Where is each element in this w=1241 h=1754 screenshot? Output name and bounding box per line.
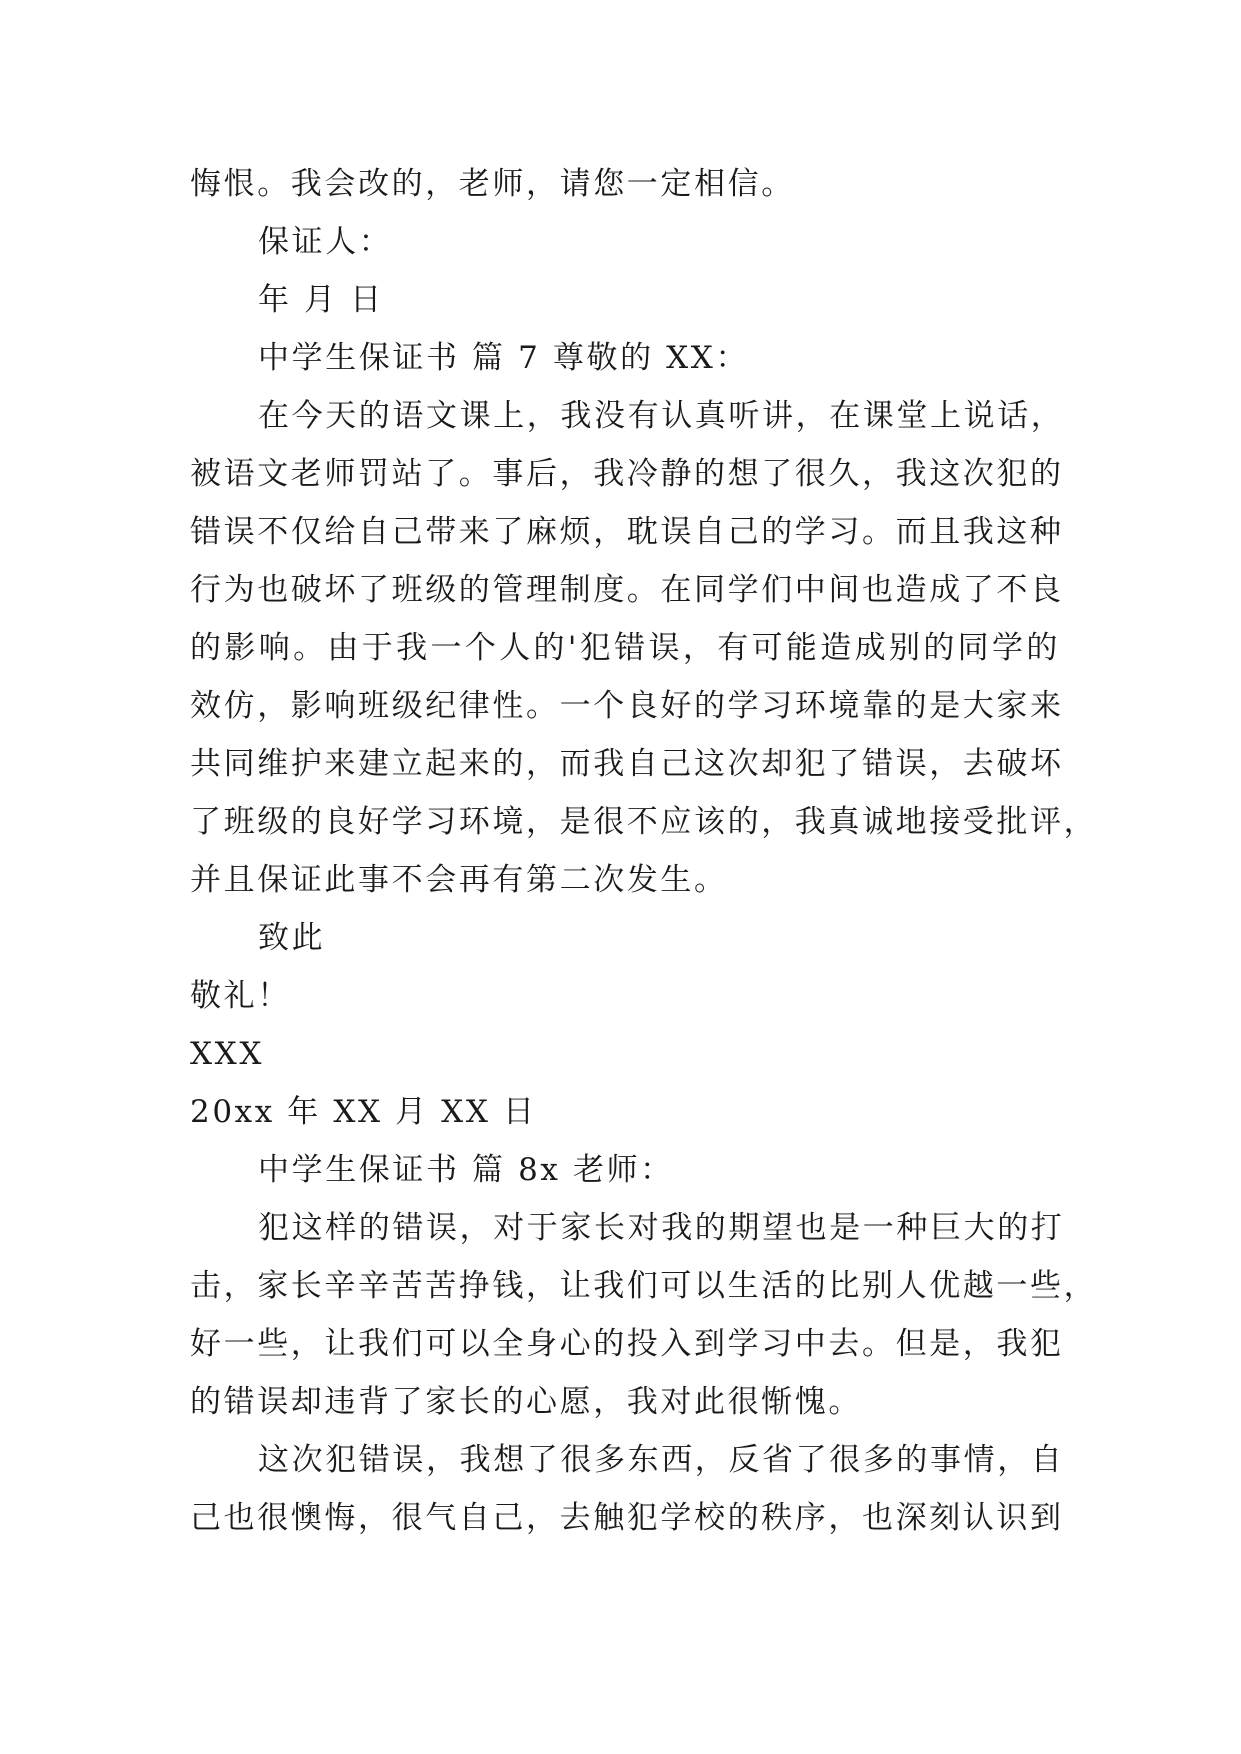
text-line: 并且保证此事不会再有第二次发生。: [190, 862, 728, 898]
text-line: 保证人：: [258, 224, 393, 260]
text-line: 错误不仅给自己带来了麻烦，耽误自己的学习。而且我这种: [190, 514, 1064, 550]
text-line: 年 月 日: [258, 282, 384, 318]
text-line: XXX: [190, 1036, 265, 1072]
text-line: 行为也破坏了班级的管理制度。在同学们中间也造成了不良: [190, 572, 1064, 608]
text-line: 的影响。由于我一个人的'犯错误，有可能造成别的同学的: [190, 630, 1060, 666]
text-line: 20xx 年 XX 月 XX 日: [190, 1094, 537, 1130]
text-line: 犯这样的错误，对于家长对我的期望也是一种巨大的打: [258, 1210, 1065, 1246]
text-line: 己也很懊悔，很气自己，去触犯学校的秩序，也深刻认识到: [190, 1500, 1064, 1536]
text-line: 敬礼！: [190, 978, 291, 1014]
text-line: 中学生保证书 篇 8x 老师：: [258, 1152, 674, 1188]
text-line: 好一些，让我们可以全身心的投入到学习中去。但是，我犯: [190, 1326, 1064, 1362]
text-line: 这次犯错误，我想了很多东西，反省了很多的事情，自: [258, 1442, 1065, 1478]
document-body: [190, 155, 1098, 1547]
text-line: 击，家长辛辛苦苦挣钱，让我们可以生活的比别人优越一些，: [190, 1268, 1098, 1304]
text-line: 致此: [258, 920, 326, 956]
text-line: 共同维护来建立起来的，而我自己这次却犯了错误，去破坏: [190, 746, 1064, 782]
text-line: 悔恨。我会改的，老师，请您一定相信。: [190, 166, 795, 202]
text-line: 被语文老师罚站了。事后，我冷静的想了很久，我这次犯的: [190, 456, 1064, 492]
text-line: 中学生保证书 篇 7 尊敬的 XX：: [258, 340, 750, 376]
text-line: 在今天的语文课上，我没有认真听讲，在课堂上说话，: [258, 398, 1065, 434]
text-line: 的错误却违背了家长的心愿，我对此很惭愧。: [190, 1384, 862, 1420]
text-line: 了班级的良好学习环境，是很不应该的，我真诚地接受批评，: [190, 804, 1098, 840]
text-line: 效仿，影响班级纪律性。一个良好的学习环境靠的是大家来: [190, 688, 1064, 724]
